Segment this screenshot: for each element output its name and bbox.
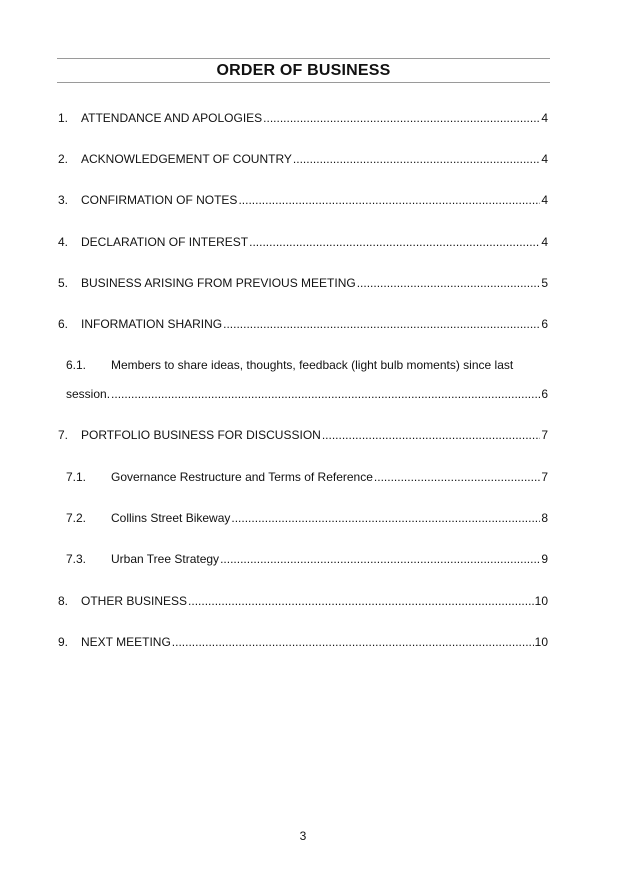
toc-number: 5. — [58, 276, 69, 290]
toc-number: 7.2. — [66, 511, 87, 525]
toc-item-portfolio-business[interactable] — [58, 427, 548, 443]
toc-label: Members to share ideas, thoughts, feedback (light bulb moments) since last — [111, 358, 514, 372]
dot-leader — [220, 551, 540, 567]
toc-item-governance[interactable] — [66, 469, 548, 485]
toc-number: 8. — [58, 594, 69, 608]
toc-page: 6 — [541, 387, 548, 401]
toc-item-information-sharing[interactable] — [58, 316, 548, 332]
toc-number: 7.1. — [66, 470, 87, 484]
toc-label: OTHER BUSINESS — [81, 594, 188, 608]
toc-item-members-share[interactable] — [66, 357, 548, 373]
toc-item-urban-tree[interactable] — [66, 551, 548, 567]
dot-leader — [293, 151, 540, 167]
toc-label: session. — [66, 387, 111, 401]
toc-item-business-arising[interactable] — [58, 275, 548, 291]
page-title: ORDER OF BUSINESS — [216, 62, 391, 79]
toc-page: 7 — [541, 428, 548, 442]
toc-label: DECLARATION OF INTEREST — [81, 235, 249, 249]
toc-item-bikeway[interactable] — [66, 510, 548, 526]
toc-number: 7. — [58, 428, 69, 442]
toc-number: 2. — [58, 152, 69, 166]
dot-leader — [322, 427, 540, 443]
dot-leader — [111, 386, 540, 402]
toc-number: 4. — [58, 235, 69, 249]
dot-leader — [238, 192, 540, 208]
toc-label: Collins Street Bikeway — [111, 511, 231, 525]
toc-page: 4 — [541, 235, 548, 249]
toc-page: 10 — [534, 594, 548, 608]
toc-label: PORTFOLIO BUSINESS FOR DISCUSSION — [81, 428, 321, 442]
dot-leader — [263, 110, 540, 126]
toc-page: 7 — [541, 470, 548, 484]
dot-leader — [188, 593, 534, 609]
page-number: 3 — [299, 829, 307, 843]
toc-page: 4 — [541, 152, 548, 166]
dot-leader — [249, 234, 540, 250]
dot-leader — [374, 469, 540, 485]
toc-page: 8 — [541, 511, 548, 525]
toc-item-next-meeting[interactable] — [58, 634, 548, 650]
toc-item-confirmation[interactable] — [58, 192, 548, 208]
toc-label: BUSINESS ARISING FROM PREVIOUS MEETING — [81, 276, 356, 290]
toc-number: 7.3. — [66, 552, 87, 566]
dot-leader — [357, 275, 541, 291]
toc-page: 4 — [541, 111, 548, 125]
toc-label: NEXT MEETING — [81, 635, 171, 649]
toc-page: 9 — [541, 552, 548, 566]
dot-leader — [223, 316, 540, 332]
toc-page: 4 — [541, 193, 548, 207]
toc-page: 5 — [541, 276, 548, 290]
toc-label: INFORMATION SHARING — [81, 317, 223, 331]
toc-number: 9. — [58, 635, 69, 649]
heading-box — [57, 58, 550, 83]
toc-number: 3. — [58, 193, 69, 207]
toc-label: CONFIRMATION OF NOTES — [81, 193, 238, 207]
toc-item-attendance[interactable] — [58, 110, 548, 126]
toc-label: Governance Restructure and Terms of Reference — [111, 470, 373, 484]
toc-page: 10 — [534, 635, 548, 649]
dot-leader — [231, 510, 540, 526]
dot-leader — [172, 634, 534, 650]
toc-label: Urban Tree Strategy — [111, 552, 220, 566]
toc-label: ATTENDANCE AND APOLOGIES — [81, 111, 263, 125]
toc-number: 1. — [58, 111, 69, 125]
toc-item-members-share-continued[interactable] — [66, 386, 548, 402]
toc-page: 6 — [541, 317, 548, 331]
toc-number: 6. — [58, 317, 69, 331]
toc-label: ACKNOWLEDGEMENT OF COUNTRY — [81, 152, 292, 166]
toc-item-acknowledgement[interactable] — [58, 151, 548, 167]
toc-item-other-business[interactable] — [58, 593, 548, 609]
toc-number: 6.1. — [66, 358, 87, 372]
toc-item-declaration[interactable] — [58, 234, 548, 250]
